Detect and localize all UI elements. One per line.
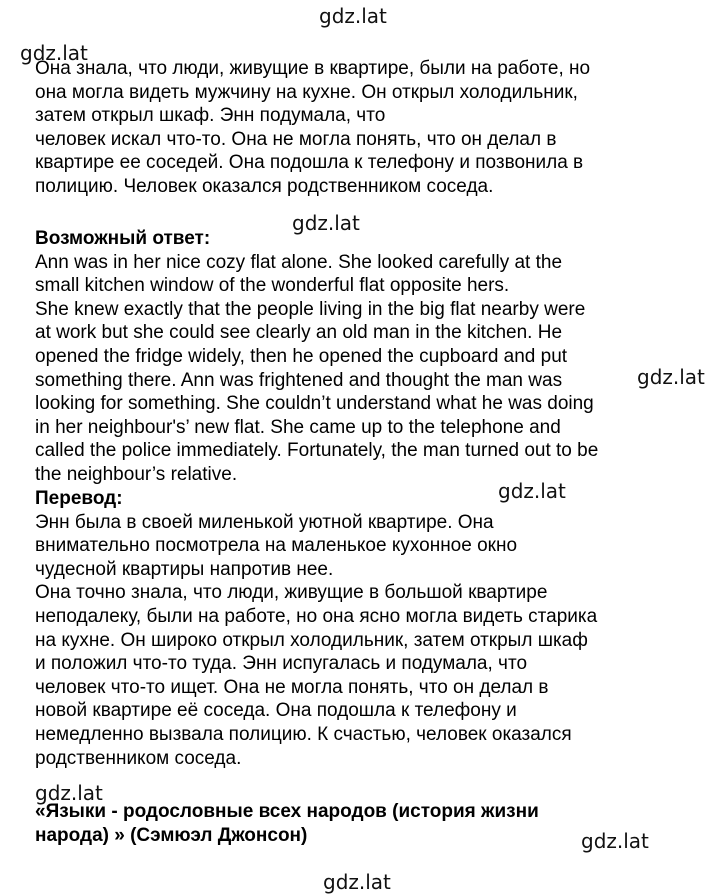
answer-line: Ann was in her nice cozy flat alone. She looked carefully at the bbox=[35, 251, 563, 273]
translation-line: внимательно посмотрела на маленькое кухонное окно bbox=[35, 535, 518, 557]
watermark: gdz.lat bbox=[20, 41, 88, 65]
answer-heading: Возможный ответ: bbox=[35, 228, 211, 249]
watermark: gdz.lat bbox=[35, 781, 103, 805]
answer-line: She knew exactly that the people living in the big flat nearby were bbox=[35, 298, 586, 320]
watermark: gdz.lat bbox=[323, 870, 391, 894]
answer-line: small kitchen window of the wonderful flat opposite hers. bbox=[35, 275, 510, 297]
translation-line: чудесной квартиры напротив нее. bbox=[35, 558, 334, 580]
translation-line: Энн была в своей миленькой уютной квартире. Она bbox=[35, 511, 494, 533]
watermark: gdz.lat bbox=[319, 4, 387, 28]
answer-line: at work but she could see clearly an old man in the kitchen. He bbox=[35, 322, 563, 344]
translation-line: немедленно вызвала полицию. К счастью, человек оказался bbox=[35, 723, 572, 745]
answer-line: the neighbour’s relative. bbox=[35, 463, 238, 485]
answer-line: called the police immediately. Fortunately, the man turned out to be bbox=[35, 440, 599, 462]
watermark: gdz.lat bbox=[581, 829, 649, 853]
answer-line: opened the fridge widely, then he opened the cupboard and put bbox=[35, 345, 568, 367]
translation-line: и положил что-то туда. Энн испугалась и подумала, что bbox=[35, 653, 528, 675]
translation-heading: Перевод: bbox=[35, 488, 123, 509]
translation-line: неподалеку, были на работе, но она ясно могла видеть старика bbox=[35, 605, 598, 627]
quote-block bbox=[35, 800, 539, 848]
intro-line: она могла видеть мужчину на кухне. Он открыл холодильник, bbox=[35, 81, 578, 103]
quote-line: «Языки - родословные всех народов (история жизни bbox=[35, 801, 539, 822]
intro-paragraph bbox=[35, 57, 590, 199]
intro-line: затем открыл шкаф. Энн подумала, что bbox=[35, 105, 386, 127]
intro-line: квартире ее соседей. Она подошла к телефону и позвонила в bbox=[35, 152, 584, 174]
translation-line: на кухне. Он широко открыл холодильник, затем открыл шкаф bbox=[35, 629, 588, 651]
translation-line: родственником соседа. bbox=[35, 747, 242, 769]
answer-section bbox=[35, 227, 598, 487]
quote-line: народа) » (Сэмюэл Джонсон) bbox=[35, 825, 308, 846]
translation-section bbox=[35, 487, 597, 770]
answer-line: something there. Ann was frightened and thought the man was bbox=[35, 369, 563, 391]
intro-line: человек искал что-то. Она не могла понять, что он делал в bbox=[35, 128, 557, 150]
answer-line: looking for something. She couldn’t understand what he was doing bbox=[35, 393, 594, 415]
translation-line: человек что-то ищет. Она не могла понять, что он делал в bbox=[35, 676, 549, 698]
watermark: gdz.lat bbox=[637, 365, 705, 389]
answer-line: in her neighbour's’ new flat. She came up to the telephone and bbox=[35, 416, 561, 438]
translation-line: Она точно знала, что люди, живущие в большой квартире bbox=[35, 582, 548, 604]
intro-line: Она знала, что люди, живущие в квартире, были на работе, но bbox=[35, 58, 591, 79]
watermark: gdz.lat bbox=[498, 479, 566, 503]
intro-line: полицию. Человек оказался родственником соседа. bbox=[35, 175, 494, 197]
translation-line: новой квартире её соседа. Она подошла к телефону и bbox=[35, 700, 517, 722]
watermark: gdz.lat bbox=[292, 211, 360, 235]
